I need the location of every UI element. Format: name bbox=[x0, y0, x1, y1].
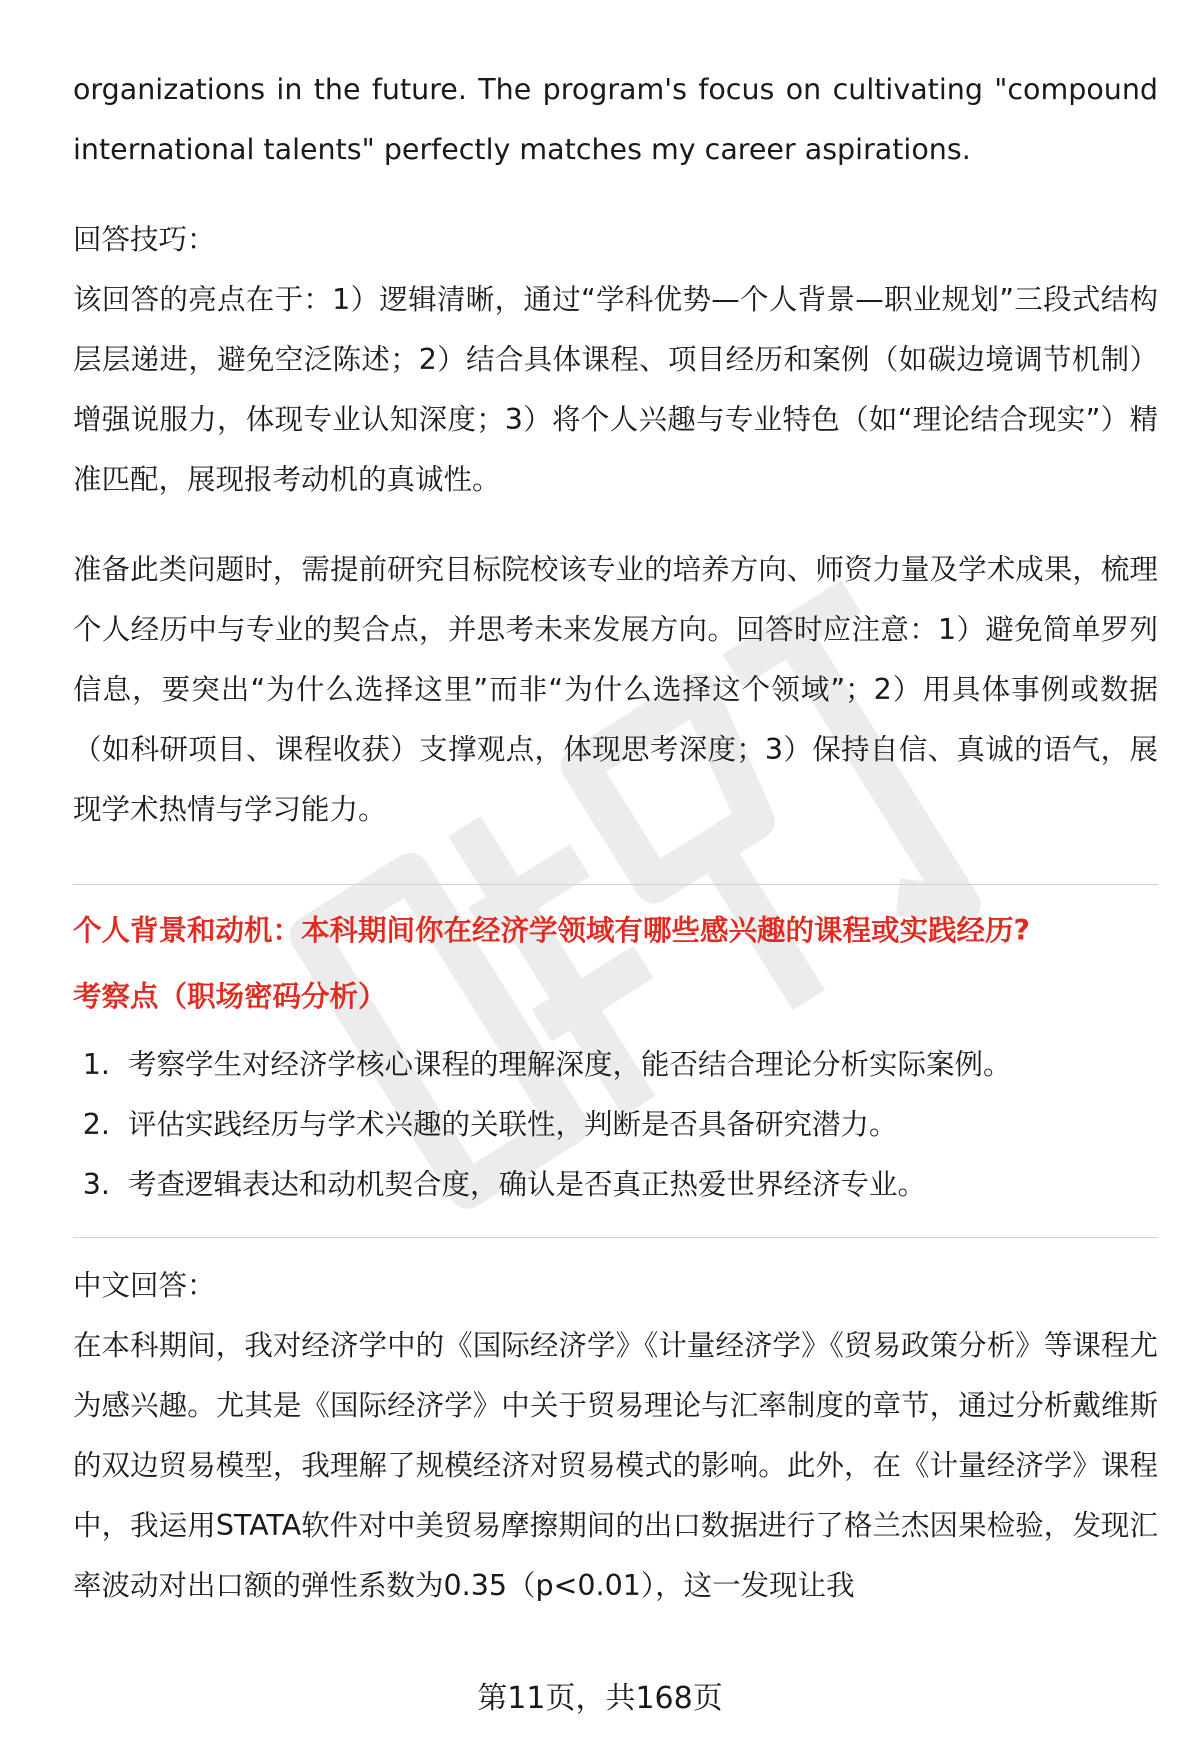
intro-english-paragraph: organizations in the future. The program's focus on cultivating "compound international talents" perfectly matches my career aspirations. bbox=[73, 73, 1158, 166]
list-item bbox=[73, 1095, 1158, 1155]
list-item-text: 评估实践经历与学术兴趣的关联性，判断是否具备研究潜力。 bbox=[128, 1108, 898, 1141]
list-item-number: 3. bbox=[82, 1168, 110, 1201]
question-title: 个人背景和动机：本科期间你在经济学领域有哪些感兴趣的课程或实践经历? bbox=[73, 914, 1031, 947]
list-item bbox=[73, 1035, 1158, 1095]
list-item-number: 2. bbox=[82, 1108, 110, 1141]
focus-heading: 考察点（职场密码分析） bbox=[73, 980, 387, 1013]
list-item-text: 考查逻辑表达和动机契合度，确认是否真正热爱世界经济专业。 bbox=[128, 1168, 927, 1201]
document-page bbox=[73, 60, 1158, 1616]
list-item-number: 1. bbox=[82, 1048, 110, 1081]
answer-label: 中文回答： bbox=[73, 1269, 216, 1302]
tips-label: 回答技巧： bbox=[73, 223, 216, 256]
list-item-text: 考察学生对经济学核心课程的理解深度，能否结合理论分析实际案例。 bbox=[128, 1048, 1012, 1081]
focus-points-list bbox=[73, 1035, 1158, 1215]
tips-body-paragraph: 该回答的亮点在于：1）逻辑清晰，通过“学科优势—个人背景—职业规划”三段式结构层层递进，避免空泛陈述；2）结合具体课程、项目经历和案例（如碳边境调节机制）增强说服力，体现专业认知深度；3）将个人兴趣与专业特色（如“理论结合现实”）精准匹配，展现报考动机的真诚性。 bbox=[73, 283, 1158, 496]
list-item bbox=[73, 1155, 1158, 1215]
page-number-footer: 第11页，共168页 bbox=[477, 1681, 723, 1716]
answer-body-paragraph: 在本科期间，我对经济学中的《国际经济学》《计量经济学》《贸易政策分析》等课程尤为感兴趣。尤其是《国际经济学》中关于贸易理论与汇率制度的章节，通过分析戴维斯的双边贸易模型，我理解了规模经济对贸易模式的影响。此外，在《计量经济学》课程中，我运用STATA软件对中美贸易摩擦期间的出口数据进行了格兰杰因果检验，发现汇率波动对出口额的弹性系数为0.35（p<0.01），这一发现让我 bbox=[73, 1329, 1158, 1602]
tips-prep-paragraph: 准备此类问题时，需提前研究目标院校该专业的培养方向、师资力量及学术成果，梳理个人经历中与专业的契合点，并思考未来发展方向。回答时应注意：1）避免简单罗列信息，要突出“为什么选择这里”而非“为什么选择这个领域”；2）用具体事例或数据（如科研项目、课程收获）支撑观点，体现思考深度；3）保持自信、真诚的语气，展现学术热情与学习能力。 bbox=[73, 553, 1158, 826]
